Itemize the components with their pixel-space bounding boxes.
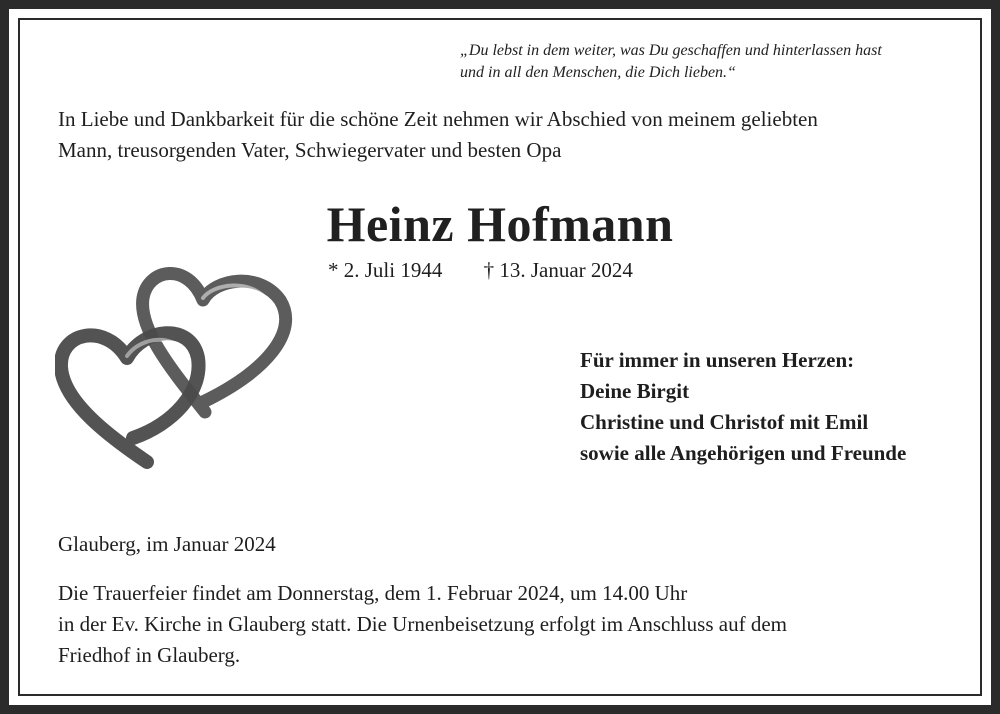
- intro-text: [58, 104, 958, 166]
- mourner-name: sowie alle Angehörigen und Freunde: [580, 441, 907, 465]
- intro-line-1: In Liebe und Dankbarkeit für die schöne Zeit nehmen wir Abschied von meinem geliebten: [58, 107, 818, 131]
- deceased-name: Heinz Hofmann: [326, 196, 674, 252]
- mourner-name: Christine und Christof mit Emil: [580, 410, 869, 434]
- funeral-info: [58, 578, 958, 671]
- quote-line-2: und in all den Menschen, die Dich lieben.“: [460, 64, 736, 81]
- mourners-heading: Für immer in unseren Herzen:: [580, 348, 855, 372]
- funeral-line-2: in der Ev. Kirche in Glauberg statt. Die Urnenbeisetzung erfolgt im Anschluss auf dem: [58, 612, 787, 636]
- intro-line-2: Mann, treusorgenden Vater, Schwiegervater und besten Opa: [58, 138, 562, 162]
- quote-line-1: „Du lebst in dem weiter, was Du geschaffen und hinterlassen hast: [460, 42, 882, 59]
- birth-date: * 2. Juli 1944: [328, 258, 443, 282]
- place-date: Glauberg, im Januar 2024: [58, 532, 276, 556]
- quote: [460, 40, 960, 84]
- life-dates: [328, 256, 728, 284]
- funeral-line-1: Die Trauerfeier findet am Donnerstag, dem 1. Februar 2024, um 14.00 Uhr: [58, 581, 688, 605]
- funeral-line-3: Friedhof in Glauberg.: [58, 643, 241, 667]
- mourner-name: Deine Birgit: [580, 379, 690, 403]
- two-hearts-icon: [55, 262, 300, 472]
- mourners-block: [580, 345, 980, 469]
- death-date: † 13. Januar 2024: [483, 258, 633, 282]
